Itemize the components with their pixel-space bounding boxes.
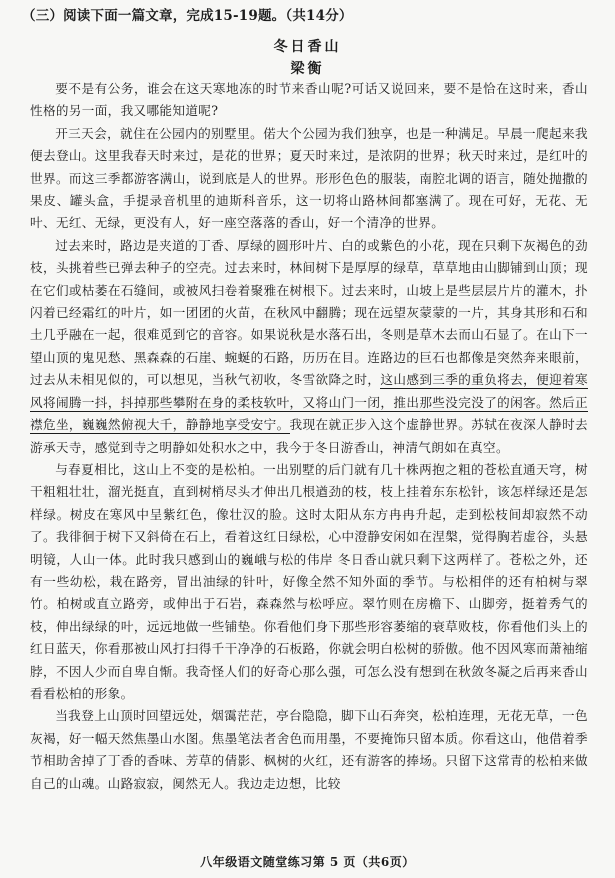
underlined-passage: 这山感到三季的重负将去，便迎着寒风将闹腾一抖，抖掉那些攀附在身的柔枝软叶，又将山门一闭，推出那些没完没了的闲客。然后正襟危坐，巍巍然俯视大千，静静地享受安宁。 <box>30 372 588 433</box>
paragraph-1: 要不是有公务，谁会在这天寒地冻的时节来香山呢?可话又说回来，要不是恰在这时来，香山性格的另一面，我又哪能知道呢? <box>30 81 588 119</box>
paragraph-4: 与春夏相比，这山上不变的是松柏。一出别墅的后门就有几十株两抱之粗的苍松直通天穹，树干粗粗壮壮，溜光挺直，直到树梢尽头才伸出几根遒劲的枝，枝上挂着东东松针，该怎样绿还是怎样绿。树皮在寒风中呈紫红色，像壮汉的脸。这时太阳从东方冉冉升起，走到松枝间却寂然不动了。我徘徊于树下又斜倚在石上，看着这红日绿松，心中澄静安闲如在涅槃，觉得胸若虚谷，头悬明镜，人山一体。此时我只感到山的巍峨与松的伟岸 冬日香山就只剩下这两样了。苍松之外，还有一些幼松，栽在路旁，冒出油绿的针叶，好像全然不知外面的季节。与松相伴的还有柏树与翠竹。柏树或直立路旁，或伸出于石岩，森森然与松呼应。翠竹则在房檐下、山脚旁，挺着秀气的枝，伸出绿绿的叶，远远地做一些铺垫。你看他们身下那些形容萎缩的衰草败枝，你看他们头上的红日蓝天，你看那被山风打扫得千干净净的石板路，你就会明白松树的骄傲。他不因风寒而萧袖缩脖，不因人少而自卑自惭。我奇怪人们的好奇心那么强，可怎么没有想到在秋敛冬凝之后再来香山看看松柏的形象。 <box>30 461 588 701</box>
paragraph-5: 当我登上山顶时回望远处，烟霭茫茫，亭台隐隐，脚下山石奔突，松柏连理，无花无草，一色灰褐，好一幅天然焦墨山水图。焦墨笔法者舍色而用墨，不要掩饰只留本质。你看这山，他借着季节相助舍掉了丁香的香味、芳草的倩影、枫树的火红，还有游客的捧场。只留下这常青的松柏来做自己的山魂。山路寂寂，阒然无人。我边走边想，比较 <box>30 708 588 791</box>
paragraph-3 <box>30 235 588 459</box>
paragraph-2: 开三天会，就住在公园内的别墅里。偌大个公园为我们独享，也是一种满足。早晨一爬起来我便去登山。这里我春天时来过，是花的世界；夏天时来过，是浓阴的世界；秋天时来过，是红叶的世界。而这三季都游客满山，说到底是人的世界。形形色色的服装，南腔北调的语言，随处抛撒的果皮、罐头盒，手提录音机里的迪斯科音乐，这一切将山路林间都塞满了。现在可好，无花、无叶、无红、无绿，更没有人，好一座空落落的香山，好一个清净的世界。 <box>30 125 588 231</box>
article-title: 冬日香山 <box>273 39 342 55</box>
paragraph-3-part-2: 我现在就正步入这个虚静世界。苏轼在夜深人静时去游承天寺，感觉到寺之明静如处积水之中，我今于冬日游香山，神清气朗如在真空。 <box>30 417 588 455</box>
section-header: （三）阅读下面一篇文章，完成15-19题。（共14分） <box>22 8 353 24</box>
page-footer: 八年级语文随堂练习第 5 页（共6页） <box>200 855 415 869</box>
article-author: 梁衡 <box>290 61 325 77</box>
article-body <box>30 78 588 795</box>
paragraph-3-part-1: 过去来时，路边是夹道的丁香、厚绿的圆形叶片、白的或紫色的小花，现在只剩下灰褐色的劲枝，头挑着些已弹去种子的空壳。过去来时，林间树下是厚厚的绿草，草草地由山脚铺到山顶；现在它们或枯萎在石缝间，或被风扫卷着聚雅在树根下。过去来时，山坡上是些层层片片的灌木，扑闪着已经霜红的叶片，如一团团的火苗，在秋风中翻腾；现在远望灰蒙蒙的一片，其身其形和石和土几乎融在一起，很难觅到它的音容。如果说秋是水落石出，冬则是草木去而山石显了。在山下一望山顶的鬼见愁、黑森森的石崖、蜿蜒的石路，历历在目。连路边的巨石也都像是突然奔来眼前，过去从未相见似的，可以想见，当秋气初收，冬雪欲降之时， <box>30 237 588 388</box>
